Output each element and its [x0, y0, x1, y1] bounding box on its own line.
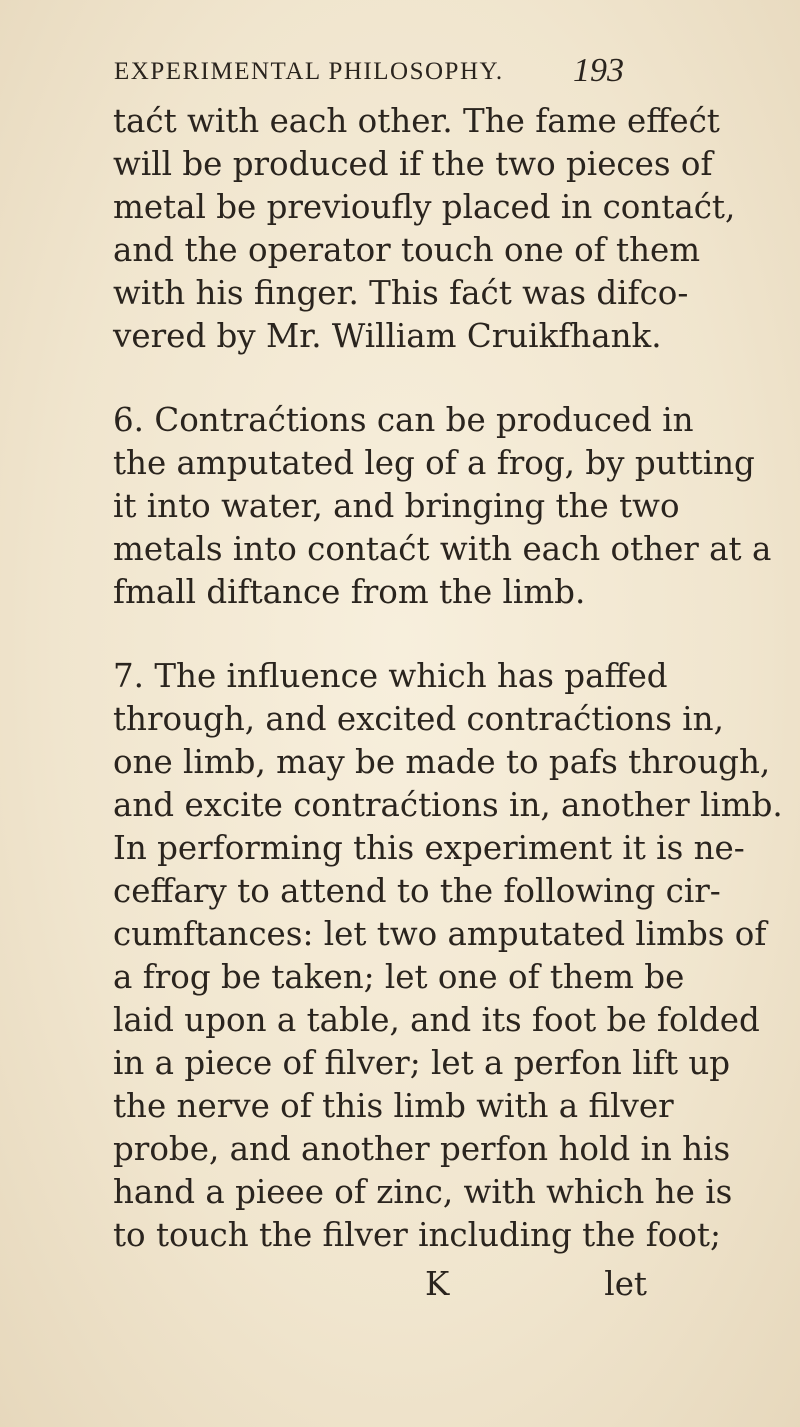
text-line: it into water, and bringing the two — [113, 487, 680, 525]
text-line: 7. The influence which has paffed — [113, 657, 668, 695]
text-line: fmall diftance from the limb. — [113, 573, 586, 611]
text-line: one limb, may be made to pafs through, — [113, 743, 771, 781]
running-head: EXPERIMENTAL PHILOSOPHY. — [114, 58, 504, 85]
text-line: ceffary to attend to the following cir- — [113, 872, 721, 910]
text-line: a frog be taken; let one of them be — [113, 958, 685, 996]
text-line: the amputated leg of a frog, by putting — [113, 444, 755, 482]
text-line: metals into contaćt with each other at a — [113, 530, 772, 568]
signature-mark: K — [425, 1265, 450, 1303]
text-line: cumftances: let two amputated limbs of — [113, 915, 767, 953]
text-line: 6. Contraćtions can be produced in — [113, 401, 694, 439]
text-line: will be produced if the two pieces of — [113, 145, 713, 183]
text-line: metal be previoufly placed in contaćt, — [113, 188, 736, 226]
text-line: probe, and another perfon hold in his — [113, 1130, 731, 1168]
text-line: laid upon a table, and its foot be folded — [113, 1001, 760, 1039]
page-footer — [113, 1263, 653, 1306]
text-line: vered by Mr. William Cruikfhank. — [113, 317, 662, 355]
text-line: taćt with each other. The fame effećt — [113, 102, 720, 140]
text-line: In performing this experiment it is ne- — [113, 829, 745, 867]
body-text — [113, 100, 783, 1257]
text-line: the nerve of this limb with a filver — [113, 1087, 674, 1125]
text-line: to touch the filver including the foot; — [113, 1216, 721, 1254]
text-line: in a piece of filver; let a perfon lift up — [113, 1044, 731, 1082]
text-line: with his finger. This faćt was difco- — [113, 274, 689, 312]
text-line: and the operator touch one of them — [113, 231, 701, 269]
page-number: 193 — [573, 52, 624, 89]
catchword: let — [604, 1265, 647, 1303]
page-header — [0, 52, 800, 92]
text-line: through, and excited contraćtions in, — [113, 700, 724, 738]
paragraph-gap — [113, 358, 653, 399]
text-line: and excite contraćtions in, another limb. — [113, 786, 783, 824]
paragraph-gap — [113, 614, 653, 655]
text-line: hand a pieee of zinc, with which he is — [113, 1173, 733, 1211]
